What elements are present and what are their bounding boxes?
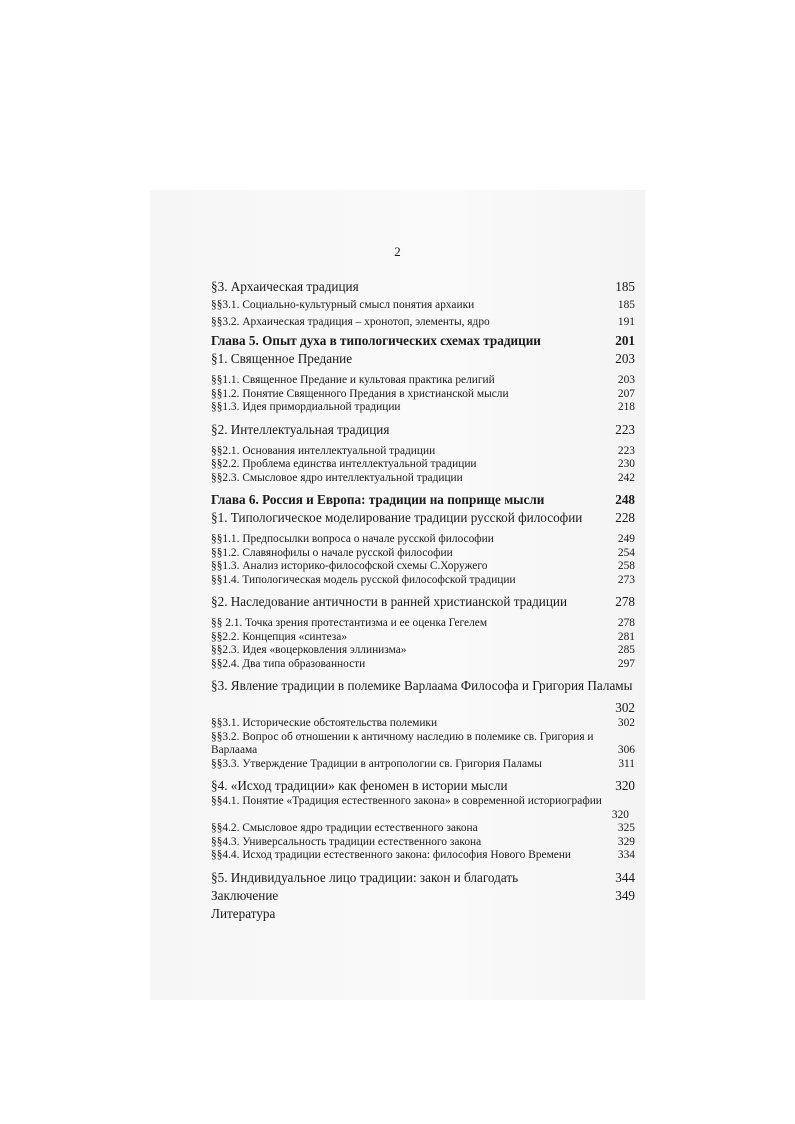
toc-entry-title: §§2.1. Основания интеллектуальной традиции	[211, 444, 436, 457]
toc-entry	[211, 445, 635, 459]
toc-entry-page: 320	[611, 808, 629, 821]
toc-entry-page: 329	[617, 835, 635, 848]
toc-entry-title: §§3.1. Исторические обстоятельства полемики	[211, 717, 438, 729]
toc-entry-continuation: Варлаама	[211, 744, 258, 756]
toc-entry-title: §§3.2. Вопрос об отношении к античному наследию в полемике св. Григория и	[211, 730, 594, 743]
toc-entry-title: §§4.2. Смысловое ядро традиции естественного закона	[211, 822, 478, 834]
toc-entry	[211, 658, 635, 672]
toc-entry-title: §1. Типологическое моделирование традиции русской философии	[211, 510, 583, 525]
toc-entry-page: 306	[617, 744, 635, 756]
toc-entry-page: 297	[617, 657, 635, 670]
toc-entry	[211, 533, 635, 547]
toc-entry	[211, 631, 635, 645]
toc-entry	[211, 905, 635, 923]
toc-entry-page: 278	[617, 617, 635, 629]
toc-entry-title: Глава 6. Россия и Европа: традиции на поприще мысли	[211, 492, 545, 507]
toc-entry-page: 325	[617, 822, 635, 834]
toc-entry-page: 185	[617, 299, 635, 311]
toc-chapter-heading	[211, 332, 635, 350]
toc-entry	[211, 574, 635, 588]
toc-entry	[211, 777, 635, 795]
toc-entry-page: 201	[615, 333, 635, 348]
toc-entry	[211, 350, 635, 368]
toc-entry	[211, 887, 635, 905]
toc-entry-page: 349	[615, 887, 635, 903]
toc-entry-title: Литература	[211, 905, 276, 921]
toc-entry-page: 273	[617, 573, 635, 586]
toc-entry	[211, 869, 635, 887]
toc-entry	[211, 421, 635, 439]
toc-entry-title: §§1.3. Идея примордиальной традиции	[211, 401, 401, 413]
toc-entry	[211, 547, 635, 561]
toc-entry	[211, 731, 635, 758]
toc-entry-title: §2. Интеллектуальная традиция	[211, 421, 390, 437]
toc-entry	[211, 644, 635, 658]
toc-entry	[211, 617, 635, 631]
toc-entry-title: §3. Архаическая традиция	[211, 279, 359, 294]
toc-entry-title: §1. Священное Предание	[211, 351, 353, 366]
toc-entry-page: 230	[617, 458, 635, 470]
toc-entry-page: 223	[617, 444, 635, 457]
toc-entry-title: §§ 2.1. Точка зрения протестантизма и ее оценка Гегелем	[211, 617, 488, 629]
toc-entry	[211, 593, 635, 611]
toc-entry	[211, 374, 635, 388]
toc-entry-page: 254	[617, 546, 635, 559]
toc-entry-title: §§2.3. Идея «воцерковления эллинизма»	[211, 644, 407, 656]
toc-entry-page: 334	[617, 849, 635, 861]
toc-entry-page: 320	[615, 778, 635, 793]
toc-entry-page: 258	[617, 560, 635, 572]
toc-entry	[211, 388, 635, 402]
toc-entry	[211, 758, 635, 772]
toc-entry-title: §§2.2. Проблема единства интеллектуальной традиции	[211, 458, 477, 470]
toc-entry	[211, 316, 635, 330]
toc-entry-title: §5. Индивидуальное лицо традиции: закон и благодать	[211, 869, 519, 885]
toc-entry-title: §§1.3. Анализ историко-философской схемы С.Хоружего	[211, 560, 488, 572]
toc-entry	[211, 509, 635, 527]
toc-entry-page: 218	[617, 401, 635, 413]
toc-entry	[211, 458, 635, 472]
toc-entry-title: §§3.2. Архаическая традиция – хронотоп, элементы, ядро	[211, 315, 490, 328]
toc-entry-page: 278	[615, 594, 635, 609]
toc-entry-page: 185	[615, 279, 635, 294]
toc-entry-page: 207	[617, 387, 635, 400]
toc-entry-page: 285	[617, 644, 635, 656]
toc-section-3-page: 302	[615, 700, 635, 715]
toc-entry-page: 302	[617, 717, 635, 729]
toc-entry	[211, 849, 635, 863]
toc-entry	[211, 717, 635, 731]
toc-entry	[211, 795, 635, 822]
toc-entry-page: 242	[617, 471, 635, 484]
toc-entry-title: Заключение	[211, 887, 279, 903]
toc-entry-title: §§2.4. Два типа образованности	[211, 657, 366, 670]
toc-entry-page: 203	[615, 351, 635, 366]
toc-entry-title: §§1.1. Предпосылки вопроса о начале русской философии	[211, 533, 494, 545]
toc-entry-page: 191	[617, 315, 635, 328]
toc-entry-title: §2. Наследование античности в ранней христианской традиции	[211, 594, 568, 609]
toc-entry	[211, 560, 635, 574]
toc-entry-title: §§1.1. Священное Предание и культовая практика религий	[211, 374, 495, 386]
toc-entry	[211, 299, 635, 313]
toc-entry-title: §§2.3. Смысловое ядро интеллектуальной традиции	[211, 471, 463, 484]
page-number: 2	[394, 244, 401, 259]
toc-entry	[211, 278, 635, 296]
toc-entry-title: §§2.2. Концепция «синтеза»	[211, 630, 348, 643]
toc-entry-title: §§4.4. Исход традиции естественного закона: философия Нового Времени	[211, 849, 572, 861]
toc-entry-title: §§1.2. Понятие Священного Предания в христианской мысли	[211, 387, 509, 400]
table-of-contents	[211, 278, 635, 923]
toc-entry-title: §§4.1. Понятие «Традиция естественного закона» в современной историографии	[211, 795, 602, 807]
toc-entry-page: 311	[618, 757, 635, 770]
toc-section-3-title: §3. Явление традиции в полемике Варлаама Философа и Григория Паламы	[211, 678, 633, 693]
toc-entry-page: 228	[615, 510, 635, 525]
toc-entry-title: §§4.3. Универсальность традиции естественного закона	[211, 835, 482, 848]
toc-entry-title: §§3.1. Социально-культурный смысл понятия архаики	[211, 299, 475, 311]
toc-entry	[211, 822, 635, 836]
toc-entry-title: §4. «Исход традиции» как феномен в истории мысли	[211, 778, 508, 793]
toc-entry	[211, 836, 635, 850]
toc-entry-page: 344	[615, 869, 635, 885]
toc-entry	[211, 401, 635, 415]
toc-entry-page: 249	[617, 533, 635, 545]
toc-chapter-heading	[211, 491, 635, 509]
toc-entry-page: 281	[617, 630, 635, 643]
toc-entry	[211, 472, 635, 486]
toc-entry-page: 248	[615, 492, 635, 507]
toc-entry-title: Глава 5. Опыт духа в типологических схемах традиции	[211, 333, 541, 348]
toc-entry-title: §§1.4. Типологическая модель русской философской традиции	[211, 573, 516, 586]
toc-entry-page: 223	[615, 421, 635, 437]
toc-entry-title: §§1.2. Славянофилы о начале русской философии	[211, 546, 453, 559]
toc-entry-title: §§3.3. Утверждение Традиции в антропологии св. Григория Паламы	[211, 757, 542, 770]
toc-entry-page: 203	[617, 374, 635, 386]
